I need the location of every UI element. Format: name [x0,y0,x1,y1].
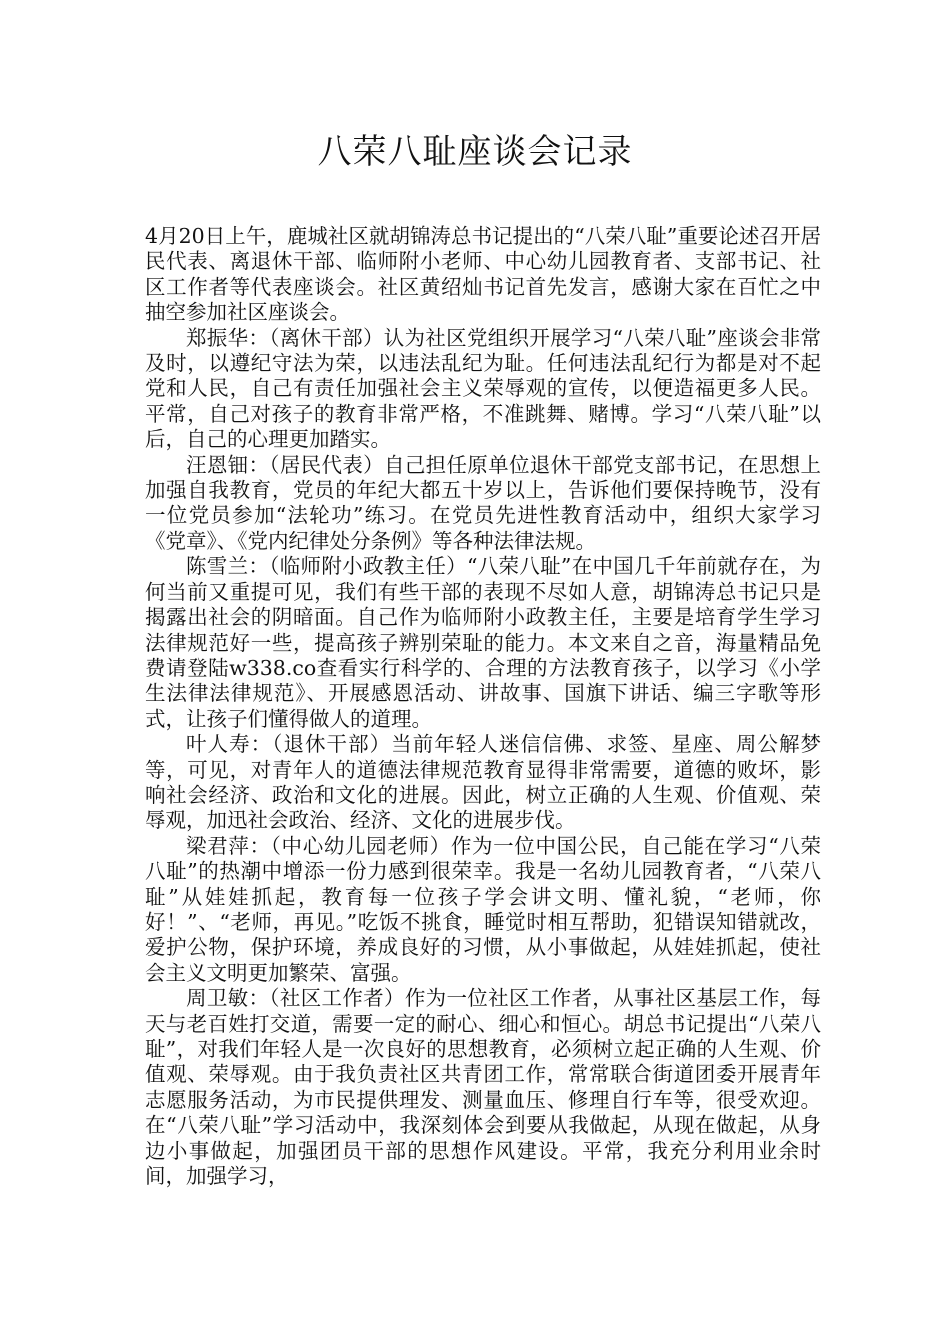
paragraph-zhou-weimin: 周卫敏：（社区工作者）作为一位社区工作者，从事社区基层工作，每天与老百姓打交道，需要一定的耐心、细心和恒心。胡总书记提出“八荣八耻”，对我们年轻人是一次良好的思想教育，必须树立起正确的人生观、价值观、荣辱观。由于我负责社区共青团工作，常常联合街道团委开展青年志愿服务活动，为市民提供理发、测量血压、修理自行车等，很受欢迎。在“八荣八耻”学习活动中，我深刻体会到要从我做起，从现在做起，从身边小事做起，加强团员干部的思想作风建设。平常，我充分利用业余时间，加强学习， [145,986,821,1189]
document-body [145,224,821,1189]
paragraph-intro: 4月20日上午，鹿城社区就胡锦涛总书记提出的“八荣八耻”重要论述召开居民代表、离退休干部、临师附小老师、中心幼儿园教育者、支部书记、社区工作者等代表座谈会。社区黄绍灿书记首先发言，感谢大家在百忙之中抽空参加社区座谈会。 [145,224,821,325]
document-title: 八荣八耻座谈会记录 [317,132,633,172]
paragraph-chen-xuelan: 陈雪兰：（临师附小政教主任）“八荣八耻”在中国几千年前就存在，为何当前又重提可见，我们有些干部的表现不尽如人意，胡锦涛总书记只是揭露出社会的阴暗面。自己作为临师附小政教主任，主要是培育学生学习法律规范好一些，提高孩子辨别荣耻的能力。本文来自之音，海量精品免费请登陆w338.co查看实行科学的、合理的方法教育孩子，以学习《小学生法律法律规范》、开展感恩活动、讲故事、国旗下讲话、编三字歌等形式，让孩子们懂得做人的道理。 [145,554,821,731]
paragraph-zheng-zhenhua: 郑振华：（离休干部）认为社区党组织开展学习“八荣八耻”座谈会非常及时，以遵纪守法为荣，以违法乱纪为耻。任何违法乱纪行为都是对不起党和人民，自己有责任加强社会主义荣辱观的宣传，以便造福更多人民。平常，自己对孩子的教育非常严格，不准跳舞、赌博。学习“八荣八耻”以后，自己的心理更加踏实。 [145,325,821,452]
paragraph-liang-junping: 梁君萍：（中心幼儿园老师）作为一位中国公民，自己能在学习“八荣八耻”的热潮中增添一份力感到很荣幸。我是一名幼儿园教育者，“八荣八耻”从娃娃抓起，教育每一位孩子学会讲文明、懂礼貌，“老师，你好！”、“老师，再见。”吃饭不挑食，睡觉时相互帮助，犯错误知错就改，爱护公物，保护环境，养成良好的习惯，从小事做起，从娃娃抓起，使社会主义文明更加繁荣、富强。 [145,833,821,985]
paragraph-ye-renshou: 叶人寿：（退休干部）当前年轻人迷信信佛、求签、星座、周公解梦等，可见，对青年人的道德法律规范教育显得非常需要，道德的败坏，影响社会经济、政治和文化的进展。因此，树立正确的人生观、价值观、荣辱观，加迅社会政治、经济、文化的进展步伐。 [145,732,821,833]
paragraph-wang-endian: 汪恩钿：（居民代表）自己担任原单位退休干部党支部书记，在思想上加强自我教育，党员的年纪大都五十岁以上，告诉他们要保持晚节，没有一位党员参加“法轮功”练习。在党员先进性教育活动中，组织大家学习《党章》、《党内纪律处分条例》等各种法律法规。 [145,452,821,553]
